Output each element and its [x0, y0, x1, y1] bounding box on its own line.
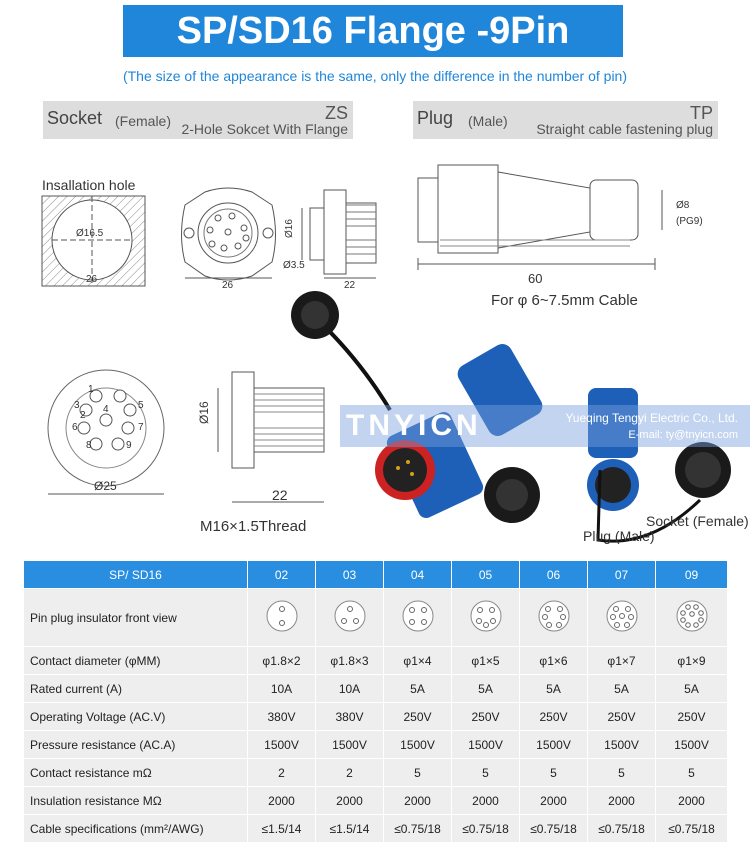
subtitle: (The size of the appearance is the same, only the difference in the number of pin) [122, 68, 628, 84]
dim-socket-length: 22 [344, 280, 356, 291]
table-cell: 1500V [316, 731, 384, 759]
table-cell: φ1.8×2 [248, 647, 316, 675]
plug-gender: (Male) [468, 113, 508, 129]
company-email: E-mail: ty@tnyicn.com [628, 429, 738, 441]
company-name: Yueqing Tengyi Electric Co., Ltd. [565, 411, 738, 425]
table-cell: 5 [656, 759, 728, 787]
brand-watermark [340, 405, 750, 447]
pin-number: 5 [138, 400, 144, 411]
table-row [24, 675, 728, 703]
pin-number: 2 [80, 410, 86, 421]
dim-mount-hole: Ø3.5 [283, 260, 305, 271]
row-label: Pin plug insulator front view [24, 589, 248, 647]
table-cell: 1500V [588, 731, 656, 759]
table-cell: 5 [588, 759, 656, 787]
socket-front-drawing [182, 188, 276, 291]
table-cell: 5A [520, 675, 588, 703]
table-cell: 2000 [384, 787, 452, 815]
plug-side-drawing [418, 165, 703, 286]
socket-desc: 2-Hole Sokcet With Flange [181, 121, 348, 137]
pin-number: 7 [138, 422, 144, 433]
table-cell: ≤0.75/18 [520, 815, 588, 843]
table-row [24, 647, 728, 675]
dim-socket-diameter: Ø16 [284, 219, 295, 238]
plug-photo-label: Plug (Male) [583, 528, 655, 544]
table-cell: 250V [452, 703, 520, 731]
row-label: Contact diameter (φMM) [24, 647, 248, 675]
table-cell: ≤0.75/18 [656, 815, 728, 843]
pin-diagram [520, 589, 588, 647]
row-label: Cable specifications (mm²/AWG) [24, 815, 248, 843]
pin-number: 4 [103, 404, 109, 415]
pin-diagram [656, 589, 728, 647]
thread-label: M16×1.5Thread [200, 518, 307, 535]
table-cell: 380V [316, 703, 384, 731]
page-title: SP/SD16 Flange -9Pin [123, 5, 623, 57]
table-cell: 2 [316, 759, 384, 787]
table-cell: φ1×5 [452, 647, 520, 675]
pin-diagram [316, 589, 384, 647]
table-cell: 5 [384, 759, 452, 787]
pin-layout-drawing [48, 370, 164, 494]
table-header-cell: 09 [656, 561, 728, 589]
dim-thread-length: 22 [272, 487, 288, 503]
table-cell: 1500V [656, 731, 728, 759]
row-label: Contact resistance mΩ [24, 759, 248, 787]
table-row [24, 731, 728, 759]
table-cell: 2 [248, 759, 316, 787]
table-cell: φ1×9 [656, 647, 728, 675]
dim-face-diameter: Ø25 [94, 479, 117, 493]
table-cell: 1500V [384, 731, 452, 759]
socket-side-drawing [283, 190, 376, 291]
table-cell: φ1.8×3 [316, 647, 384, 675]
table-cell: 250V [588, 703, 656, 731]
table-header-cell: 04 [384, 561, 452, 589]
table-cell: 5A [656, 675, 728, 703]
table-header-cell: 05 [452, 561, 520, 589]
table-cell: ≤0.75/18 [588, 815, 656, 843]
table-cell: 10A [248, 675, 316, 703]
socket-thread-drawing [197, 372, 324, 503]
socket-code: ZS [324, 103, 348, 123]
dim-flange-width: 26 [222, 280, 234, 291]
table-cell: 5A [384, 675, 452, 703]
dim-cable-diameter: Ø8 [676, 200, 690, 211]
dim-hole-diameter: Ø16.5 [76, 228, 104, 239]
pin-number: 1 [88, 384, 94, 395]
row-label: Rated current (A) [24, 675, 248, 703]
table-cell: 250V [656, 703, 728, 731]
table-cell: ≤0.75/18 [452, 815, 520, 843]
table-header-cell: 06 [520, 561, 588, 589]
table-cell: 250V [520, 703, 588, 731]
plug-desc: Straight cable fastening plug [536, 121, 713, 137]
table-cell: ≤1.5/14 [316, 815, 384, 843]
pin-diagram [588, 589, 656, 647]
table-cell: ≤0.75/18 [384, 815, 452, 843]
plug-label: Plug [417, 108, 454, 128]
installation-hole-label: Insallation hole [42, 177, 136, 193]
brand-logo: TNYICN [346, 409, 482, 442]
table-row [24, 815, 728, 843]
table-cell: 2000 [316, 787, 384, 815]
table-cell: 1500V [520, 731, 588, 759]
installation-hole-drawing [42, 196, 145, 286]
pin-diagram [384, 589, 452, 647]
socket-gender: (Female) [115, 113, 172, 129]
pin-number: 9 [126, 440, 132, 451]
pin-number: 3 [74, 400, 80, 411]
dim-thread-diameter: Ø16 [197, 401, 211, 424]
table-cell: 380V [248, 703, 316, 731]
table-row [24, 787, 728, 815]
table-row [24, 703, 728, 731]
table-cell: 250V [384, 703, 452, 731]
row-label: Insulation resistance MΩ [24, 787, 248, 815]
table-cell: 5 [452, 759, 520, 787]
pin-number: 6 [72, 422, 78, 433]
table-row [24, 759, 728, 787]
table-header-cell: SP/ SD16 [24, 561, 248, 589]
table-cell: φ1×4 [384, 647, 452, 675]
table-cell: 5A [588, 675, 656, 703]
table-cell: 2000 [452, 787, 520, 815]
table-cell: φ1×6 [520, 647, 588, 675]
table-header-row [24, 561, 728, 589]
table-cell: 2000 [248, 787, 316, 815]
table-cell: 2000 [520, 787, 588, 815]
table-row [24, 589, 728, 647]
dim-plug-length: 60 [528, 271, 543, 286]
table-cell: 2000 [588, 787, 656, 815]
pin-number: 8 [86, 440, 92, 451]
socket-label: Socket [47, 108, 103, 128]
row-label: Operating Voltage (AC.V) [24, 703, 248, 731]
dim-gland-size: (PG9) [676, 216, 703, 227]
dim-hole-width: 26 [86, 274, 98, 285]
plug-code: TP [689, 103, 713, 123]
socket-photo-label: Socket (Female) [646, 513, 749, 529]
table-header-cell: 02 [248, 561, 316, 589]
table-cell: 5A [452, 675, 520, 703]
table-cell: 10A [316, 675, 384, 703]
cable-note: For φ 6~7.5mm Cable [491, 292, 638, 309]
spec-table [23, 560, 728, 843]
table-cell: ≤1.5/14 [248, 815, 316, 843]
table-cell: 1500V [248, 731, 316, 759]
row-label: Pressure resistance (AC.A) [24, 731, 248, 759]
table-cell: 2000 [656, 787, 728, 815]
table-header-cell: 03 [316, 561, 384, 589]
table-cell: φ1×7 [588, 647, 656, 675]
table-cell: 1500V [452, 731, 520, 759]
table-header-cell: 07 [588, 561, 656, 589]
table-cell: 5 [520, 759, 588, 787]
pin-diagram [248, 589, 316, 647]
pin-diagram [452, 589, 520, 647]
